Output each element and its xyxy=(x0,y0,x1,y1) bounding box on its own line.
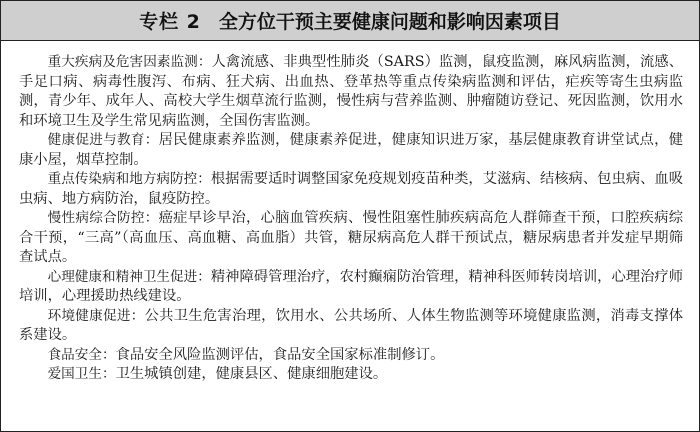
item-body: 公共卫生危害治理，饮用水、公共场所、人体生物监测等环境健康监测，消毒支撑体系建设。 xyxy=(19,307,684,343)
item-body: 人禽流感、非典型性肺炎（SARS）监测，鼠疫监测，麻风病监测，流感、手足口病、病毒性腹泻、布病、狂犬病、出血热、登革热等重点传染病监测和评估，疟疾等寄生虫病监测，青少年、成年人、高校大学生烟草流行监测，慢性病与营养监测、肿瘤随访登记、死因监测，饮用水和环境卫生及学生常见病监测，全国伤害监测。 xyxy=(19,54,684,129)
item-heading: 健康促进与教育： xyxy=(47,132,159,148)
item-food-safety xyxy=(19,346,683,366)
item-patriotic-health xyxy=(19,365,683,385)
item-heading: 慢性病综合防控： xyxy=(47,210,159,226)
item-heading: 重点传染病和地方病防控： xyxy=(47,171,211,187)
item-heading: 爱国卫生： xyxy=(47,366,116,382)
item-health-promotion xyxy=(19,131,683,170)
item-body: 根据需要适时调整国家免疫规划疫苗种类，艾滋病、结核病、包虫病、血吸虫病、地方病防治，鼠疫防控。 xyxy=(19,171,684,207)
item-body: 卫生城镇创建，健康县区、健康细胞建设。 xyxy=(115,366,388,382)
column-header xyxy=(1,1,699,41)
item-heading: 环境健康促进： xyxy=(47,307,145,324)
item-body: 精神障碍管理治疗，农村癫痫防治管理，精神科医师转岗培训，心理治疗师培训，心理援助热线建设。 xyxy=(19,268,684,304)
item-mental-health xyxy=(19,268,683,307)
item-body: 癌症早诊早治，心脑血管疾病、慢性阻塞性肺疾病高危人群筛查干预，口腔疾病综合干预，“三高”（高血压、高血糖、高血脂）共管，糖尿病高危人群干预试点，糖尿病患者并发症早期筛查试点。 xyxy=(19,210,684,265)
item-disease-monitoring xyxy=(19,53,683,131)
item-body: 食品安全风险监测评估，食品安全国家标准制修订。 xyxy=(115,346,445,363)
item-infectious-disease-control xyxy=(19,170,683,209)
item-chronic-disease-control xyxy=(19,209,683,268)
item-heading: 重大疾病及危害因素监测： xyxy=(47,54,212,70)
column-content xyxy=(19,53,683,385)
item-heading: 心理健康和精神卫生促进： xyxy=(47,268,211,285)
column-title: 全方位干预主要健康问题和影响因素项目 xyxy=(218,11,561,33)
item-environmental-health xyxy=(19,307,683,346)
column-number: 专栏 2 xyxy=(139,11,201,33)
item-body: 居民健康素养监测，健康素养促进，健康知识进万家，基层健康教育讲堂试点，健康小屋，烟草控制。 xyxy=(19,132,684,168)
item-heading: 食品安全： xyxy=(47,346,116,363)
